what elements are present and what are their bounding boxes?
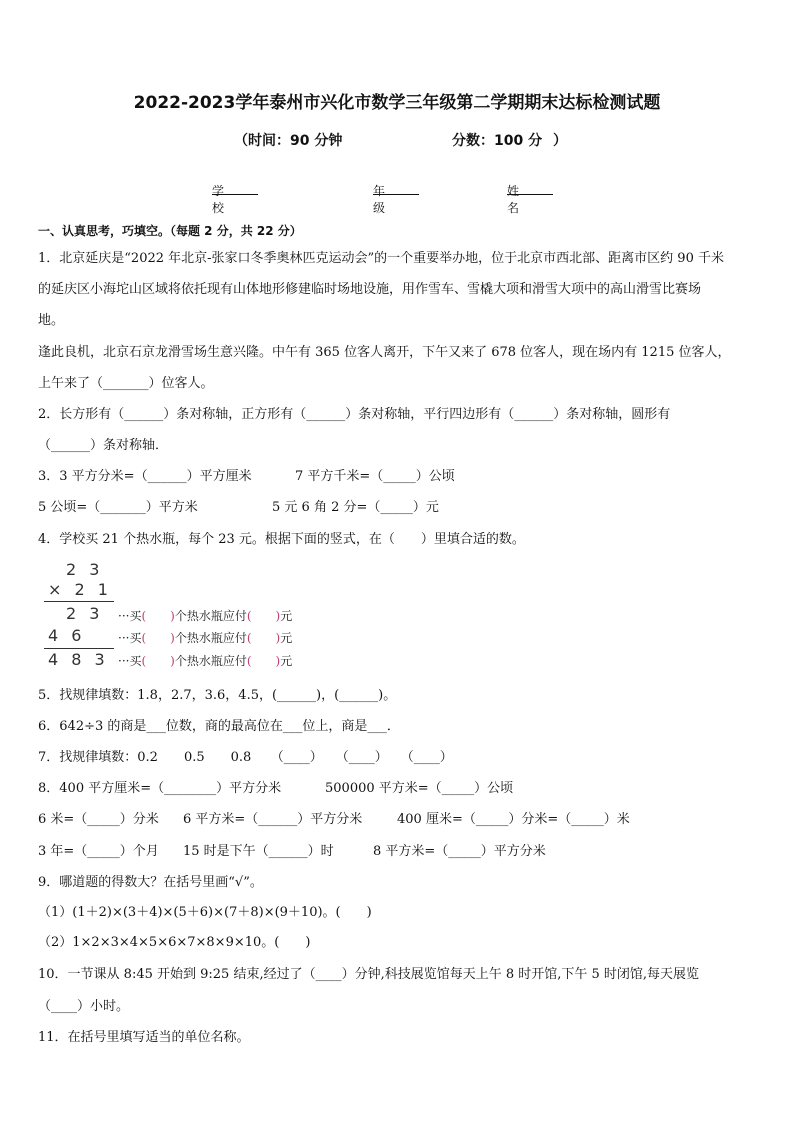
question-9-part-2: （2）1×2×3×4×5×6×7×8×9×10。( ): [38, 935, 311, 950]
question-8-line-2c: 400 厘米=（_____）分米=（_____）米: [397, 812, 630, 827]
question-8-line-3b: 15 时是下午（______）时: [183, 844, 334, 859]
question-3-line-1b: 7 平方千米=（_____）公顷: [295, 469, 455, 484]
question-9: 9．哪道题的得数大？在括号里画“√”。: [38, 875, 263, 890]
question-10-line-1: 10．一节课从 8:45 开始到 9:25 结束,经过了（____）分钟,科技展览馆每天上午 8 时开馆,下午 5 时闭馆,每天展览: [38, 967, 700, 982]
question-3-line-2a: 5 公顷=（_______）平方米: [38, 500, 198, 515]
vc-note-1: ···买( )个热水瓶应付( )元: [118, 609, 293, 623]
vc-note-3: ···买( )个热水瓶应付( )元: [118, 654, 293, 668]
question-1-line-5: 上午来了（_______）位客人。: [38, 376, 214, 391]
grade-label: 年级: [373, 184, 386, 215]
question-6: 6．642÷3 的商是___位数，商的最高位在___位上，商是___．: [38, 719, 400, 734]
vc-row-3: 2 3: [66, 604, 104, 623]
grade-blank[interactable]: [373, 182, 419, 195]
question-8-line-2a: 6 米=（_____）分米: [38, 812, 159, 827]
name-label: 姓名: [507, 184, 520, 215]
vc-row-4: 4 6: [48, 626, 86, 645]
question-8-line-1b: 500000 平方米=（_____）公顷: [325, 781, 514, 796]
question-4: 4．学校买 21 个热水瓶，每个 23 元。根据下面的竖式，在（ ）里填合适的数。: [38, 532, 525, 547]
open-paren: （: [234, 133, 248, 149]
question-1-line-1: 1．北京延庆是“2022 年北京-张家口冬季奥林匹克运动会”的一个重要举办地，位于北京市西北部、距离市区约 90 千米: [38, 251, 724, 266]
school-label: 学校: [212, 184, 225, 215]
question-9-part-1: （1）(1＋2)×(3＋4)×(5＋6)×(7＋8)×(9＋10)。( ): [38, 905, 372, 920]
name-blank[interactable]: [507, 182, 553, 195]
question-10-line-2: （____）小时。: [38, 999, 130, 1014]
question-5: 5．找规律填数：1.8，2.7，3.6，4.5，(______)，(______)。: [38, 688, 397, 703]
question-7: 7．找规律填数：0.2 0.5 0.8 （____） （____） （____）: [38, 750, 453, 765]
question-8-line-1a: 8．400 平方厘米=（________）平方分米: [38, 781, 282, 796]
vertical-multiplication: [44, 560, 374, 672]
section-heading: 一、认真思考，巧填空。（每题 2 分，共 22 分）: [38, 224, 302, 238]
question-1-line-4: 逢此良机，北京石京龙滑雪场生意兴隆。中午有 365 位客人离开，下午又来了 678 位客人，现在场内有 1215 位客人，: [38, 345, 731, 360]
vc-rule-2: [44, 648, 114, 649]
question-2-line-1: 2．长方形有（______）条对称轴，正方形有（______）条对称轴，平行四边形有（______）条对称轴，圆形有: [38, 407, 671, 422]
vc-row-2: × 2 1: [48, 580, 112, 599]
exam-score: 分数：100 分: [452, 133, 543, 149]
close-paren: ）: [553, 133, 567, 149]
question-2-line-2: （______）条对称轴．: [38, 438, 169, 453]
question-3-line-1a: 3．3 平方分米=（______）平方厘米: [38, 469, 252, 484]
question-11: 11．在括号里填写适当的单位名称。: [38, 1030, 250, 1045]
question-8-line-3c: 8 平方米=（_____）平方分米: [373, 844, 546, 859]
school-blank[interactable]: [212, 182, 258, 195]
question-3-line-2b: 5 元 6 角 2 分=（_____）元: [272, 500, 439, 515]
vc-row-5: 4 8 3: [48, 650, 109, 669]
vc-row-1: 2 3: [66, 560, 104, 579]
question-8-line-3a: 3 年=（_____）个月: [38, 844, 159, 859]
page-title: 2022-2023学年泰州市兴化市数学三年级第二学期期末达标检测试题: [133, 93, 661, 113]
vc-note-2: ···买( )个热水瓶应付( )元: [118, 631, 293, 645]
exam-time: 时间：90 分钟: [248, 133, 343, 149]
question-8-line-2b: 6 平方米=（______）平方分米: [183, 812, 363, 827]
question-1-line-2: 的延庆区小海坨山区域将依托现有山体地形修建临时场地设施，用作雪车、雪橇大项和滑雪大项中的高山滑雪比赛场: [38, 282, 702, 297]
question-1-line-3: 地。: [38, 313, 65, 328]
vc-rule-1: [44, 601, 114, 602]
